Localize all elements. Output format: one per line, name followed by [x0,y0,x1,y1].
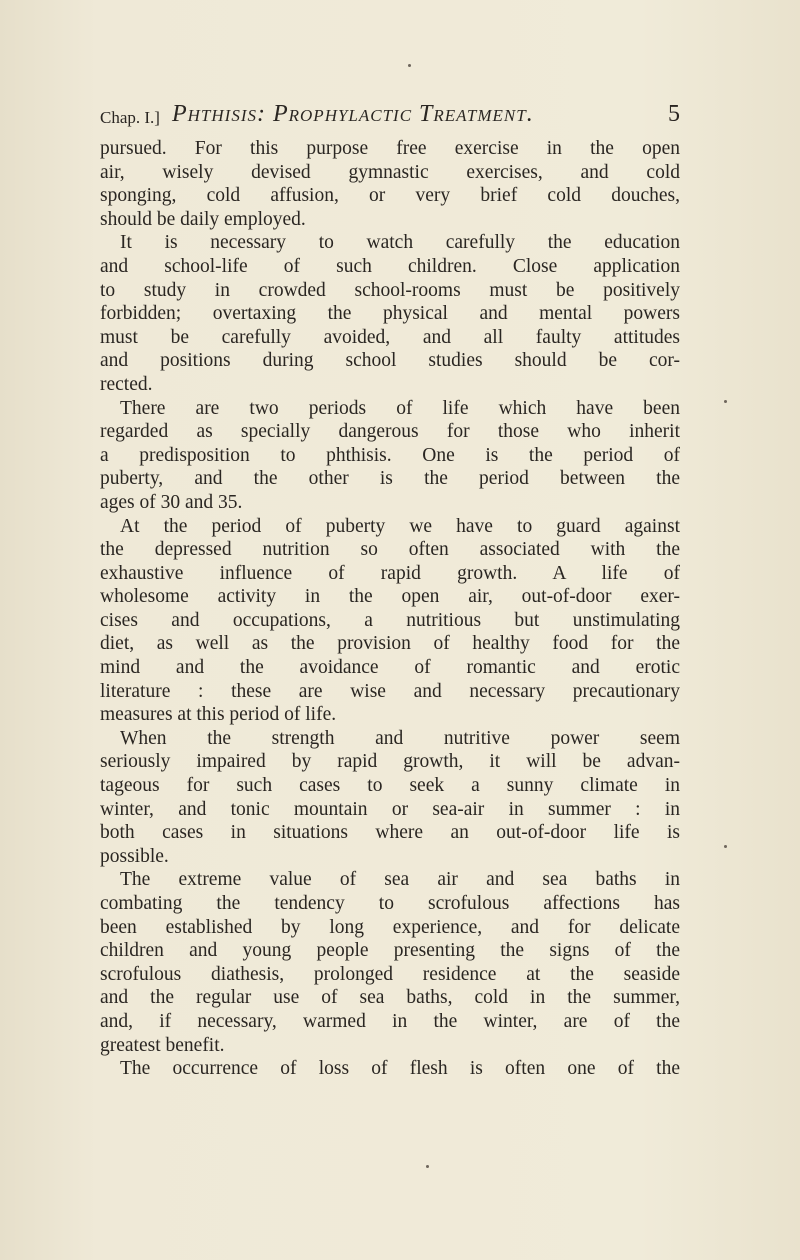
text-line: cises and occupations, a nutritious but unstimulating [100,609,680,631]
text-line: winter, and tonic mountain or sea-air in summer : in [100,798,680,820]
page-number: 5 [668,101,680,127]
text-line: forbidden; overtaxing the physical and mental powers [100,303,680,325]
text-line: combating the tendency to scrofulous affections has [100,893,680,914]
chapter-label: Chap. I.] [100,108,160,127]
text-line: The extreme value of sea air and sea baths in [120,869,680,891]
running-header [100,98,680,130]
text-line: puberty, and the other is the period between the [100,468,680,490]
text-line: must be carefully avoided, and all faulty attitudes [100,326,680,348]
text-line: exhaustive influence of rapid growth. A life of [100,562,680,584]
text-line: should be daily employed. [100,208,306,230]
text-line: measures at this period of life. [100,704,337,726]
text-line: wholesome activity in the open air, out-of-door exer- [100,586,680,608]
text-line: There are two periods of life which have been [120,397,680,419]
text-line: rected. [100,373,153,395]
text-line: The occurrence of loss of flesh is often one of the [120,1058,680,1080]
text-line: It is necessary to watch carefully the education [120,232,680,254]
body-text [100,137,680,1081]
text-line: the depressed nutrition so often associated with the [100,539,680,561]
text-line: mind and the avoidance of romantic and erotic [100,657,680,679]
text-line: seriously impaired by rapid growth, it will be advan- [100,751,680,773]
text-line: regarded as specially dangerous for those who inherit [100,421,680,443]
paper-speck [724,845,727,848]
text-line: literature : these are wise and necessary precautionary [100,680,680,702]
text-line: When the strength and nutritive power seem [120,727,680,749]
text-line: and school-life of such children. Close application [100,255,680,277]
text-line: a predisposition to phthisis. One is the period of [100,444,680,466]
text-line: air, wisely devised gymnastic exercises, and cold [100,161,680,183]
text-line: sponging, cold affusion, or very brief cold douches, [100,185,680,207]
paper-speck [426,1165,429,1168]
text-line: and, if necessary, warmed in the winter, are of the [100,1010,680,1032]
text-line: ages of 30 and 35. [100,491,243,513]
text-line: diet, as well as the provision of healthy food for the [100,633,680,655]
text-line: tageous for such cases to seek a sunny climate in [100,775,680,797]
paper-speck [408,64,411,67]
text-line: and positions during school studies should be cor- [100,350,680,372]
running-title: Phthisis: Prophylactic Treatment. [172,101,534,127]
text-line: At the period of puberty we have to guard against [120,515,680,537]
text-line: children and young people presenting the signs of the [100,940,680,962]
paper-speck [724,400,727,403]
text-line: greatest benefit. [100,1034,225,1056]
text-line: scrofulous diathesis, prolonged residence at the seaside [100,963,680,985]
text-line: been established by long experience, and for delicate [100,916,680,938]
text-line: and the regular use of sea baths, cold in the summer, [100,987,680,1009]
text-line: pursued. For this purpose free exercise in the open [100,138,680,159]
text-line: both cases in situations where an out-of-door life is [100,822,680,844]
text-line: to study in crowded school-rooms must be positively [100,279,680,301]
text-line: possible. [100,845,169,867]
